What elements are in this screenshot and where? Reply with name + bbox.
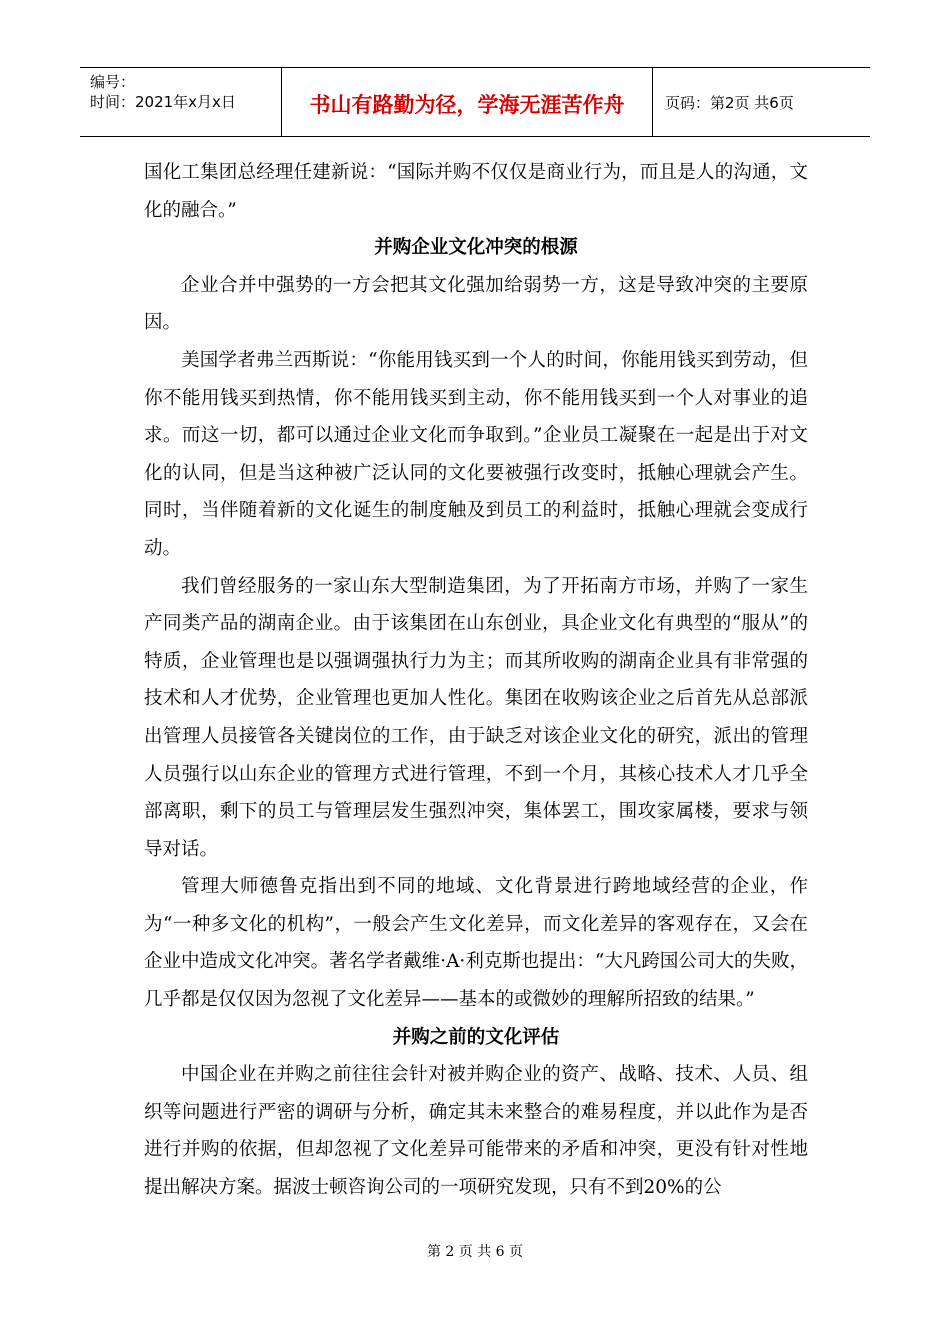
header-meta (80, 68, 282, 136)
document-date-label: 时间：2021年x月x日 (90, 93, 236, 111)
document-body (144, 154, 808, 1207)
body-paragraph: 我们曾经服务的一家山东大型制造集团，为了开拓南方市场，并购了一家生产同类产品的湖南企业。由于该集团在山东创业，具企业文化有典型的“服从”的特质，企业管理也是以强调强执行力为主；而其所收购的湖南企业具有非常强的技术和人才优势，企业管理也更加人性化。集团在收购该企业之后首先从总部派出管理人员接管各关键岗位的工作，由于缺乏对该企业文化的研究，派出的管理人员强行以山东企业的管理方式进行管理，不到一个月，其核心技术人才几乎全部离职，剩下的员工与管理层发生强烈冲突，集体罢工，围攻家属楼，要求与领导对话。 (144, 575, 808, 860)
body-paragraph: 中国企业在并购之前往往会针对被并购企业的资产、战略、技术、人员、组织等问题进行严密的调研与分析，确定其未来整合的难易程度，并以此作为是否进行并购的依据，但却忽视了文化差异可能带来的矛盾和冲突，更没有针对性地提出解决方案。据波士顿咨询公司的一项研究发现，只有不到20%的公 (144, 1064, 808, 1199)
header-motto: 书山有路勤为径，学海无涯苦作舟 (282, 68, 653, 136)
page-footer: 第 2 页 共 6 页 (426, 1244, 524, 1260)
document-header (80, 67, 870, 137)
section-heading: 并购企业文化冲突的根源 (374, 237, 578, 259)
body-paragraph: 企业合并中强势的一方会把其文化强加给弱势一方，这是导致冲突的主要原因。 (144, 274, 808, 334)
body-paragraph: 国化工集团总经理任建新说：“国际并购不仅仅是商业行为，而且是人的沟通，文化的融合。” (144, 162, 808, 221)
body-paragraph: 管理大师德鲁克指出到不同的地域、文化背景进行跨地域经营的企业，作为“一种多文化的机构”，一般会产生文化差异，而文化差异的客观存在，又会在企业中造成文化冲突。著名学者戴维·A·利克斯也提出：“大凡跨国公司大的失败，几乎都是仅仅因为忽视了文化差异——基本的或微妙的理解所招致的结果。” (144, 876, 808, 1011)
header-page-code: 页码：第2页 共6页 (665, 93, 794, 112)
body-paragraph: 美国学者弗兰西斯说：“你能用钱买到一个人的时间，你能用钱买到劳动，但你不能用钱买到热情，你不能用钱买到主动，你不能用钱买到一个人对事业的追求。而这一切，都可以通过企业文化而争取到。”企业员工凝聚在一起是出于对文化的认同，但是当这种被广泛认同的文化要被强行改变时，抵触心理就会产生。同时，当伴随着新的文化诞生的制度触及到员工的利益时，抵触心理就会变成行动。 (144, 349, 808, 559)
section-heading: 并购之前的文化评估 (392, 1026, 560, 1048)
document-number-label: 编号： (90, 73, 136, 91)
